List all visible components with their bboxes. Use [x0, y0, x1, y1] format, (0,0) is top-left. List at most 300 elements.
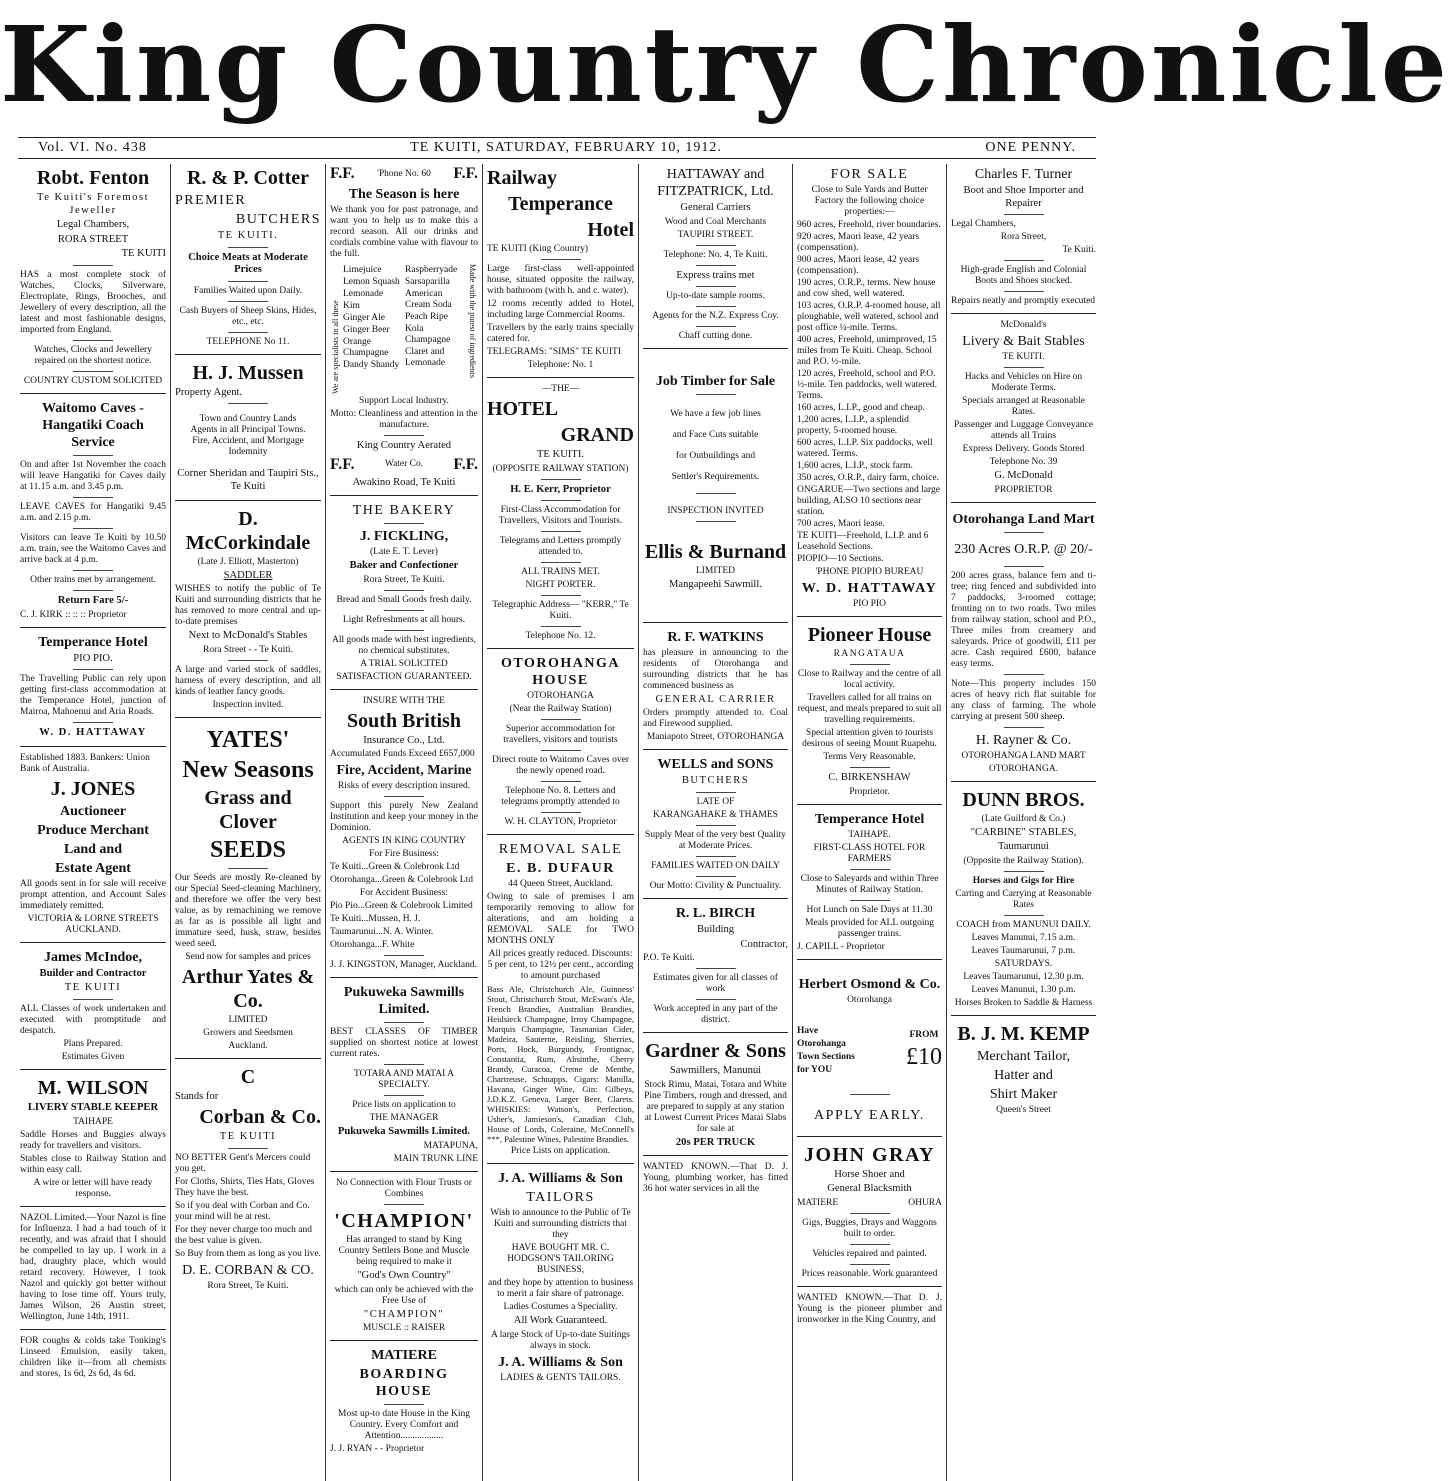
list-item: Raspberryade [405, 265, 458, 275]
ad-text: Motto: Cleanliness and attention in the manufacture. [330, 409, 478, 430]
ad-text: LEAVE CAVES for Hangatiki 9.45 a.m. and 2.15 p.m. [20, 501, 166, 523]
ad-text: 200 acres grass, balance fern and ti-tree; ring fenced and subdivided into 7 paddocks, 3-roomed cottage; fronting on to two roads. Two miles from railway station, school and P.O., Three miles from creamery and saleyards. Price of goodwill, £11 per acre. Cash required £600, balance easy terms. [951, 570, 1096, 669]
ad-text: 44 Queen Street, Auckland. [508, 879, 613, 890]
ad-text: ALL Classes of work undertaken and executed with promptitude and despatch. [20, 1003, 166, 1036]
ad-title: Pukuweka Sawmills Limited. [343, 985, 465, 1018]
ad-text: Light Refreshments at all hours. [342, 614, 466, 625]
ad-mccorkindale [175, 507, 321, 711]
ad-text: Otorohanga...F. White [330, 940, 415, 951]
ad-text: PIO PIO [853, 599, 886, 609]
ad-text: F.F. [330, 165, 355, 182]
list-item: 350 acres, O.R.P., dairy farm, choice. [797, 473, 939, 483]
ad-text: C. BIRKENSHAW [828, 772, 911, 783]
ad-text: Accumulated Funds Exceed £657,000 [330, 749, 475, 760]
ad-text: PREMIER [175, 193, 247, 208]
ad-text: TAIHAPE. [848, 829, 891, 840]
ad-text: TE KUITI [219, 1131, 277, 1143]
ad-text: Sawmillers, Manunui [669, 1065, 762, 1077]
ad-text: (Near the Railway Station) [509, 704, 612, 715]
place-date: TE KUITI, SATURDAY, FEBRUARY 10, 1912. [410, 140, 722, 155]
ad-cotter [175, 166, 321, 348]
ad-title: J. A. Williams & Son [498, 1171, 623, 1187]
ad-text: Our Seeds are mostly Re-cleaned by our Special Seed-cleaning Machinery, and therefore we offer the very best value, as by remachining we remove as far as is possible all light and immature seed, husk, straw, besides weed seed. [175, 872, 321, 949]
ad-title: Gardner & Sons [645, 1040, 786, 1063]
drinks-list [405, 264, 465, 394]
ad-text: BUTCHERS [681, 775, 750, 787]
ad-text: Telephone No. 8. Letters and telegrams promptly attended to [501, 786, 620, 808]
ad-text: INSPECTION INVITED [667, 506, 764, 517]
ad-text: Growers and Seedsmen [203, 1027, 293, 1038]
ad-text: Building [696, 923, 735, 935]
ad-pioneer-house [797, 623, 942, 798]
ad-text: Travellers by the early trains specially catered for. [487, 323, 634, 344]
ad-text: D. E. CORBAN & CO. [182, 1262, 314, 1278]
ad-mcindoe [20, 949, 166, 1063]
ad-text: Telephone No. 12. [525, 631, 596, 642]
ad-text: Stables close to Railway Station and within easy call. [20, 1153, 166, 1175]
ad-text: Prices reasonable. Work guaranteed [801, 1268, 938, 1279]
ad-text: Rora Street - - Te Kuiti. [203, 644, 293, 655]
ad-text: Families Waited upon Daily. [193, 285, 303, 296]
ad-text: Terms Very Reasonable. [823, 752, 916, 762]
volume-number: Vol. VI. No. 438 [38, 140, 147, 155]
ad-text: Passenger and Luggage Conveyance attends all Trains [953, 420, 1094, 442]
ad-text: Established 1883. Bankers: Union Bank of Australia. [20, 752, 150, 774]
ad-turner [951, 166, 1096, 307]
ad-text: Choice Meats at Moderate Prices [188, 251, 308, 276]
ad-text: SEEDS [209, 836, 287, 863]
ad-text: Supply Meat of the very best Quality at Moderate Prices. [645, 829, 786, 851]
ad-text: Vehicles repaired and painted. [812, 1248, 927, 1259]
ad-text: COACH from MANUNUI DAILY. [956, 919, 1091, 930]
list-item: 400 acres, Freehold, unimproved, 15 miles from Te Kuiti. Cheap. School and P.O. ½-mile. [797, 335, 937, 367]
ad-text: Hot Lunch on Sale Days at 11.30 [806, 904, 933, 915]
ad-title: FOR SALE [830, 167, 909, 182]
ad-text: Property Agent. [175, 386, 243, 398]
ad-text: W. D. HATTAWAY [39, 727, 147, 739]
ad-hotel-grand [487, 384, 634, 642]
ad-text: Insurance Co., Ltd. [363, 734, 445, 746]
ad-text: Legal Chambers, [56, 219, 130, 231]
ad-text: P.O. Te Kuiti. [643, 953, 695, 964]
ad-text: Chaff cutting done. [678, 331, 753, 342]
ad-text: J. FICKLING, [359, 529, 449, 545]
ad-wilson [20, 1076, 166, 1200]
ad-text: TE KUITI. [217, 230, 279, 241]
ad-title: HOTEL [487, 398, 559, 420]
ad-dunn-bros [951, 788, 1096, 1009]
ad-text: Otorohanga [797, 1038, 846, 1049]
ad-text: OHURA [908, 1197, 942, 1208]
drinks-list [343, 264, 403, 394]
ad-text: F.F. [453, 455, 478, 473]
list-item: 1,200 acres, L.I.P., a splendid property, 5-roomed house. [797, 415, 909, 436]
ad-text: We thank you for past patronage, and want you to help us to make this a record season. All our drinks and cordials combine value with flavour to the full. [330, 205, 478, 259]
ad-south-british [330, 696, 478, 972]
ad-text: General Carriers [680, 202, 751, 213]
ad-text: TE KUITI [121, 248, 166, 260]
ad-text: Taumarunui [997, 841, 1050, 853]
ad-text: KARANGAHAKE & THAMES [653, 809, 778, 820]
ad-text: Awakino Road, Te Kuiti [352, 476, 456, 488]
ad-text: Settler's Requirements. [671, 472, 760, 483]
column-4 [483, 164, 638, 1481]
ad-text: On and after 1st November the coach will leave Hangatiki for Caves daily at 11.15 a.m. and 3.45 p.m. [20, 459, 166, 492]
ad-text: NIGHT PORTER. [525, 580, 596, 591]
ad-text: Express Delivery. Goods Stored [962, 444, 1085, 455]
ad-text: for Outbuildings and [675, 451, 756, 462]
ad-text: Direct route to Waitomo Caves over the newly opened road. [491, 755, 630, 777]
ad-title: Pioneer House [807, 624, 932, 646]
ad-text: Express trains met [676, 269, 755, 281]
ad-text: For Accident Business: [359, 888, 449, 899]
ad-text: Price Lists on application. [510, 1146, 611, 1157]
ad-text: For Cloths, Shirts, Ties Hats, Gloves They have the best. [175, 1176, 315, 1198]
masthead-title: King Country Chronicle [0, 3, 1450, 126]
ad-nazol: NAZOL Limited.—Your Nazol is fine for Influenza. I had a bad touch of it recently, and was afraid that I should be compelled to lay up. I work in a bad, draughty place, which would retard recovery. However, I took Nazol and quickly got better without having to lose time off. Yours truly, James Wilson, 26 Austin street, Wellington, June 14th, 1911. [20, 1212, 166, 1322]
ad-text: AGENTS IN KING COUNTRY [342, 836, 466, 847]
ad-text: £10 [906, 1044, 942, 1071]
ad-title: DUNN BROS. [962, 788, 1085, 811]
ad-text: High-grade English and Colonial Boots and Shoes stocked. [960, 265, 1087, 287]
ad-text: Taumarunui...N. A. Winter. [330, 927, 434, 938]
ad-job-timber [643, 373, 788, 592]
list-item: 103 acres, O.R.P. 4-roomed house, all ploughable, well watered, school and post office ¼-mile. Terms. [797, 301, 941, 333]
ad-temperance-piopio [20, 634, 166, 740]
ad-text: Leaves Manunui, 7.15 a.m. [971, 932, 1076, 943]
ad-text: Send now for samples and prices [185, 951, 311, 962]
ad-text: GENERAL CARRIER [655, 693, 776, 705]
ad-text: GRAND [560, 424, 634, 446]
ad-title: H. J. Mussen [192, 361, 304, 384]
ad-text: Pukuweka Sawmills Limited. [337, 1126, 471, 1138]
ad-champion [330, 1178, 478, 1334]
ad-text: Grass and Clover [204, 786, 292, 833]
ad-title: Waitomo Caves - Hangatiki Coach Service [42, 400, 144, 450]
ad-text: General Blacksmith [827, 1183, 912, 1195]
ad-title: Job Timber for Sale [655, 374, 776, 390]
list-item: ONGARUE—Two sections and large building, ALSO 10 sections near station. [797, 485, 940, 517]
ad-text: PIO PIO. [73, 652, 113, 664]
ad-text: Wood and Coal Merchants [664, 216, 767, 227]
ad-text: Rora Street, [1000, 232, 1047, 243]
ad-text: NO BETTER Gent's Mercers could you get. [175, 1152, 311, 1174]
ad-text: So Buy from them as long as you live. [175, 1248, 321, 1259]
ad-title: James McIndoe, [44, 949, 142, 965]
list-item: 120 acres, Freehold, school and P.O. ½-mile. Ten paddocks, well watered. Terms. [797, 369, 938, 401]
ad-john-gray [797, 1143, 942, 1280]
column-1 [16, 164, 170, 1481]
ad-title: Robt. Fenton [36, 167, 150, 189]
ad-text: A large and varied stock of saddles, harness of every description, and all kinds of leather fancy goods. [175, 664, 321, 697]
ad-text: Hacks and Vehicles on Hire on Moderate Terms. [964, 372, 1083, 394]
ad-text: Te Kuiti...Green & Colebrook Ltd [330, 862, 460, 873]
ad-text: Ladies Costumes a Speciality. [503, 1302, 618, 1313]
ad-text: McDonald's [1000, 320, 1047, 331]
ad-text: Telegrams and Letters promptly attended to. [499, 536, 622, 558]
column-3 [326, 164, 482, 1481]
ad-text: Next to McDonald's Stables [188, 630, 308, 642]
ad-text: Temperance [508, 193, 613, 215]
ad-text: OTOROHANGA LAND MART [961, 750, 1086, 761]
list-item: 920 acres, Maori lease, 42 years (compensation). [797, 232, 920, 253]
ad-text: Inspection invited. [212, 699, 284, 710]
ad-title: Charles F. Turner [974, 167, 1073, 182]
ad-text: LIMITED [228, 1014, 268, 1025]
ad-title: J. JONES [50, 777, 136, 800]
list-item: Claret and Lemonade [405, 347, 446, 368]
ad-matiere-boarding [330, 1347, 478, 1455]
ad-temperance-taihape [797, 811, 942, 953]
ad-title: 'CHAMPION' [334, 1209, 474, 1232]
ad-text: OTOROHANGA [527, 691, 594, 702]
ad-text: Telephone: No. 1 [527, 360, 594, 370]
list-item: 600 acres, L.I.P. Six paddocks, well watered. Terms. [797, 438, 933, 459]
list-item: 700 acres, Maori lease. [797, 519, 885, 529]
ad-text: Stock Rimu, Matai, Totara and White Pine Timbers, rough and dressed, and are prepared to supply at any station at Lowest Current Prices Matai Slabs for sale at [644, 1079, 787, 1134]
ad-text: —THE— [541, 384, 580, 394]
ad-text: "God's Own Country" [357, 1269, 451, 1281]
ad-text: First-Class Accommodation for Travellers, Visitors and Tourists. [498, 505, 623, 527]
ad-text: TELEPHONE No 11. [206, 336, 290, 347]
ad-text: TAILORS [526, 1190, 595, 1206]
ad-text: Hatter and [994, 1067, 1053, 1083]
ad-title: D. McCorkindale [185, 507, 311, 554]
ad-text: Support this purely New Zealand Institution and keep your money in the Dominion. [330, 801, 478, 834]
ad-text: Cash Buyers of Sheep Skins, Hides, etc., etc. [179, 305, 317, 327]
column-7 [947, 164, 1100, 1481]
ad-text: New Seasons [182, 756, 314, 783]
ad-text: Estimates given for all classes of work [653, 973, 778, 995]
ad-text: Builder and Contractor [39, 967, 147, 979]
ad-text: Horses and Gigs for Hire [972, 875, 1075, 886]
ad-text: G. McDonald [994, 470, 1053, 482]
ad-title: The Season is here [348, 187, 460, 202]
ad-text: and Face Cuts suitable [672, 430, 759, 441]
ad-text: Other trains met by arrangement. [30, 574, 156, 585]
ad-waitomo [20, 400, 166, 621]
ad-text: Orders promptly attended to. Coal and Firewood supplied. [643, 708, 788, 730]
ad-text: Carting and Carrying at Reasonable Rates [955, 888, 1092, 910]
ad-text: LADIES & GENTS TAILORS. [500, 1372, 621, 1383]
ad-text: VICTORIA & LORNE STREETS AUCKLAND. [27, 913, 159, 935]
ad-text: FIRST-CLASS HOTEL FOR FARMERS [813, 842, 926, 864]
ad-text: No Connection with Flour Trusts or Combines [336, 1177, 472, 1199]
ad-text: Maniapoto Street, OTOROHANGA [646, 732, 785, 743]
ad-text: J. A. Williams & Son [498, 1354, 623, 1370]
ad-text: TE KUITI. [1002, 352, 1045, 363]
ad-text: Price lists on application to [352, 1100, 456, 1111]
ad-text: INSURE WITH THE [363, 695, 445, 706]
ad-young-pioneer: WANTED KNOWN.—That D. J. Young is the pioneer plumber and ironworker in the King Country, and [797, 1292, 942, 1325]
list-item: 190 acres, O.R.P., terms. New house and cow shed, well watered. [797, 278, 936, 299]
ad-title: THE BAKERY [352, 503, 456, 519]
ad-text: which can only be achieved with the Free Use of [334, 1284, 474, 1306]
ad-text: Special attention given to tourists desirous of seeing Mount Ruapehu. [802, 728, 937, 749]
ad-text: J. CAPILL - Proprietor [797, 941, 885, 952]
list-item: Sarsaparilla [405, 277, 450, 287]
ad-title: Corban & Co. [199, 1106, 321, 1129]
property-list [797, 220, 942, 565]
ad-text: J. J. KINGSTON, Manager, Auckland. [330, 960, 477, 971]
ad-text: Contractor, [740, 938, 788, 950]
ad-title: OTOROHANGA HOUSE [501, 656, 620, 689]
list-item: Ginger Beer [343, 325, 390, 335]
ad-young-plumber: WANTED KNOWN.—That D. J. Young, plumbing worker, has fitted 36 hot water services in all the [643, 1162, 788, 1195]
ad-text: FAMILIES WAITED ON DAILY [651, 860, 780, 871]
ad-text: All Work Guaranteed. [513, 1315, 608, 1327]
ad-text: RANGATAUA [833, 649, 906, 659]
ad-gardner-sons [643, 1039, 788, 1149]
ad-text: TE KUITI. [536, 449, 585, 460]
ad-title: Temperance Hotel [38, 634, 148, 650]
ad-text: Saddle Horses and Buggies always ready for travellers and visitors. [20, 1129, 166, 1151]
dateline [18, 137, 1096, 159]
ad-text: Fire, Accident, Marine [336, 763, 472, 779]
ad-text: Pio Pio...Green & Colebrook Limited [330, 901, 473, 912]
ad-tonking: FOR coughs & colds take Tonking's Linseed Emulsion, easily taken, children like it—from all chemists and stores, 1s 6d, 2s 6d, 4s 6d. [20, 1335, 166, 1379]
ad-text: WISHES to notify the public of Te Kuiti and surrounding districts that he has removed to more central and up-to-date premises [175, 584, 321, 628]
ad-text: All prices greatly reduced. Discounts: 5 per cent, to 12½ per cent., according to amount purchased [487, 949, 634, 982]
column-5 [639, 164, 792, 1481]
ad-title: South British [347, 709, 461, 732]
ad-title: WELLS and SONS [657, 757, 774, 773]
list-item: Ginger Ale [343, 313, 385, 323]
ad-text: Telephone No. 39 [989, 457, 1058, 468]
ad-text: Mangapeehi Sawmill. [669, 579, 762, 591]
list-item: Kim [343, 301, 360, 311]
ad-text: Close to Saleyards and within Three Minutes of Railway Station. [800, 873, 939, 895]
ad-text: Merchant Tailor, [976, 1048, 1071, 1064]
ad-text: So if you deal with Corban and Co. your mind will be at rest. [175, 1200, 310, 1222]
ad-railway-temperance [487, 166, 634, 371]
ad-williams-tailors [487, 1170, 634, 1384]
ad-text: Plans Prepared. [63, 1038, 123, 1049]
ad-text: Telephone: No. 4, Te Kuiti. [663, 249, 768, 260]
ad-text: Leaves Manunui, 1.30 p.m. [971, 984, 1076, 995]
ad-text: F.F. [453, 165, 478, 182]
ad-text: All goods made with best ingredients, no chemical substitutes. [331, 634, 477, 656]
ad-text: Queen's Street [996, 1104, 1051, 1115]
ad-text: BUTCHERS [235, 212, 321, 227]
ad-text: All goods sent in for sale will receive prompt attention, and Account Sales immediately remitted. [20, 878, 166, 911]
ad-text: A wire or letter will have ready response. [33, 1177, 153, 1199]
ad-text: W. H. CLAYTON, Proprietor [504, 817, 617, 828]
ad-text: TAIHAPE [73, 1116, 113, 1127]
ad-text: E. B. DUFAUR [506, 861, 615, 877]
ad-text: Note—This property includes 150 acres of heavy rich flat suitable for any class of farming. The whole carrying at present 500 sheep. [951, 678, 1096, 722]
list-item: Kola Champagne [405, 324, 451, 345]
ad-text: Ellis & Burnand [644, 541, 787, 564]
ad-title: REMOVAL SALE [498, 842, 623, 858]
ad-text: Close to Sale Yards and Butter Factory the following choice properties:— [811, 185, 928, 217]
ad-text: HAVE BOUGHT MR. C. HODGSON'S TAILORING BUSINESS, [507, 1243, 614, 1276]
ad-text: Stands for [175, 1090, 219, 1102]
ad-osmond [797, 976, 942, 1124]
ad-text: Up-to-date sample rooms. [666, 291, 765, 302]
ad-text: FROM [909, 1030, 939, 1041]
ad-title: Livery & Bait Stables [962, 334, 1085, 350]
ad-text: Most up-to date House in the King Country. Every Comfort and Attention.................. [338, 1409, 470, 1442]
ad-title: Arthur Yates & Co. [181, 965, 315, 1012]
ad-text: "CARBINE" STABLES, [970, 826, 1077, 838]
ad-yates [175, 726, 321, 1052]
ad-text: Rora Street, Te Kuiti. [207, 1280, 289, 1291]
ad-text: Estate Agent [55, 860, 131, 876]
ad-text: Has arranged to stand by King Country Settlers Bone and Muscle being required to make it [338, 1234, 470, 1267]
ad-text: For they never charge too much and the best value is given. [175, 1224, 313, 1246]
ad-text: 12 rooms recently added to Hotel, including large Commercial Rooms. [487, 299, 634, 320]
ad-text: Travellers called for all trains on request, and meals prepared to suit all travelling requirements. [797, 693, 942, 725]
ad-text: LIMITED [695, 566, 736, 577]
ad-mcdonald-stables [951, 320, 1096, 496]
ad-title: YATES' [206, 726, 290, 753]
ad-text: THE MANAGER [369, 1113, 439, 1124]
ad-text: LATE OF [696, 796, 735, 807]
ad-text: TE KUITI [64, 982, 122, 994]
ad-text: APPLY EARLY. [814, 1107, 925, 1123]
ad-text: Have [797, 1025, 819, 1036]
ad-text: for YOU [797, 1064, 833, 1075]
ad-otorohanga-house [487, 655, 634, 828]
ad-text: Auctioneer [59, 803, 127, 819]
column-6 [793, 164, 946, 1481]
ad-kemp [951, 1022, 1096, 1116]
ad-text: Work accepted in any part of the district. [653, 1004, 778, 1026]
ad-text: Otorohanga...Green & Colebrook Ltd [330, 875, 473, 886]
ad-text: Legal Chambers, [951, 219, 1016, 230]
ad-title: Temperance Hotel [814, 811, 925, 827]
ad-text: Return Fare 5/- [57, 594, 129, 606]
column-2 [171, 164, 325, 1481]
ad-text: Boot and Shoe Importer and Repairer [963, 185, 1084, 209]
ad-text: Auckland. [228, 1040, 268, 1051]
ad-title: R. & P. Cotter [186, 167, 309, 189]
ad-ff-aerated-water [330, 164, 478, 489]
ad-hattaway-fitzpatrick [643, 166, 788, 342]
ad-text: Repairs neatly and promptly executed [951, 296, 1096, 307]
list-item: American Cream Soda [405, 289, 452, 310]
list-item: Orange Champagne [343, 337, 389, 358]
ad-text: Specials arranged at Reasonable Rates. [962, 396, 1085, 418]
ad-text: H. Rayner & Co. [975, 732, 1072, 748]
ad-text: Te Kuiti. [1062, 245, 1096, 256]
ad-text: OTOROHANGA. [988, 763, 1059, 774]
ad-text: Our Motto: Civility & Punctuality. [649, 880, 782, 891]
ad-text: Made with the purest of ingredients [468, 264, 477, 378]
ad-title: R. F. WATKINS [667, 629, 764, 645]
ad-text: 230 Acres O.R.P. @ 20/- [954, 541, 1093, 557]
ad-text: 20s PER TRUCK [675, 1136, 756, 1148]
ad-text: TAUPIRI STREET. [677, 229, 754, 240]
ad-text: SATISFACTION GUARANTEED. [336, 671, 472, 682]
ad-text: Land and [64, 841, 122, 857]
ad-text: Bread and Small Goods fresh daily. [336, 594, 472, 605]
ad-text: For Fire Business: [369, 849, 439, 860]
list-item: Limejuice [343, 265, 382, 275]
ad-text: (OPPOSITE RAILWAY STATION) [492, 463, 629, 474]
ad-title: B. J. M. KEMP [957, 1022, 1090, 1045]
ad-text: HAS a most complete stock of Watches, Clocks, Silverware, Electroplate, Rings, Brooches, and Jewellery of every description, all the latest and most fashionable designs, imported from England. [20, 269, 166, 335]
ad-text: (Late Guilford & Co.) [981, 813, 1066, 824]
ad-text: Corner Sheridan and Taupiri Sts., Te Kuiti [177, 468, 319, 492]
list-item: 1,600 acres, L.I.P., stock farm. [797, 461, 913, 471]
ad-text: Wish to announce to the Public of Te Kuiti and surrounding districts that they [490, 1208, 631, 1241]
ad-text: Large first-class well-appointed house, situated opposite the railway, with bathroom (with h. and c. water). [487, 264, 634, 296]
ad-birch [643, 905, 788, 1026]
ad-text: Te Kuiti...Mussen, H. J. [330, 914, 421, 925]
ad-text: (Late E. T. Lever) [370, 547, 438, 558]
